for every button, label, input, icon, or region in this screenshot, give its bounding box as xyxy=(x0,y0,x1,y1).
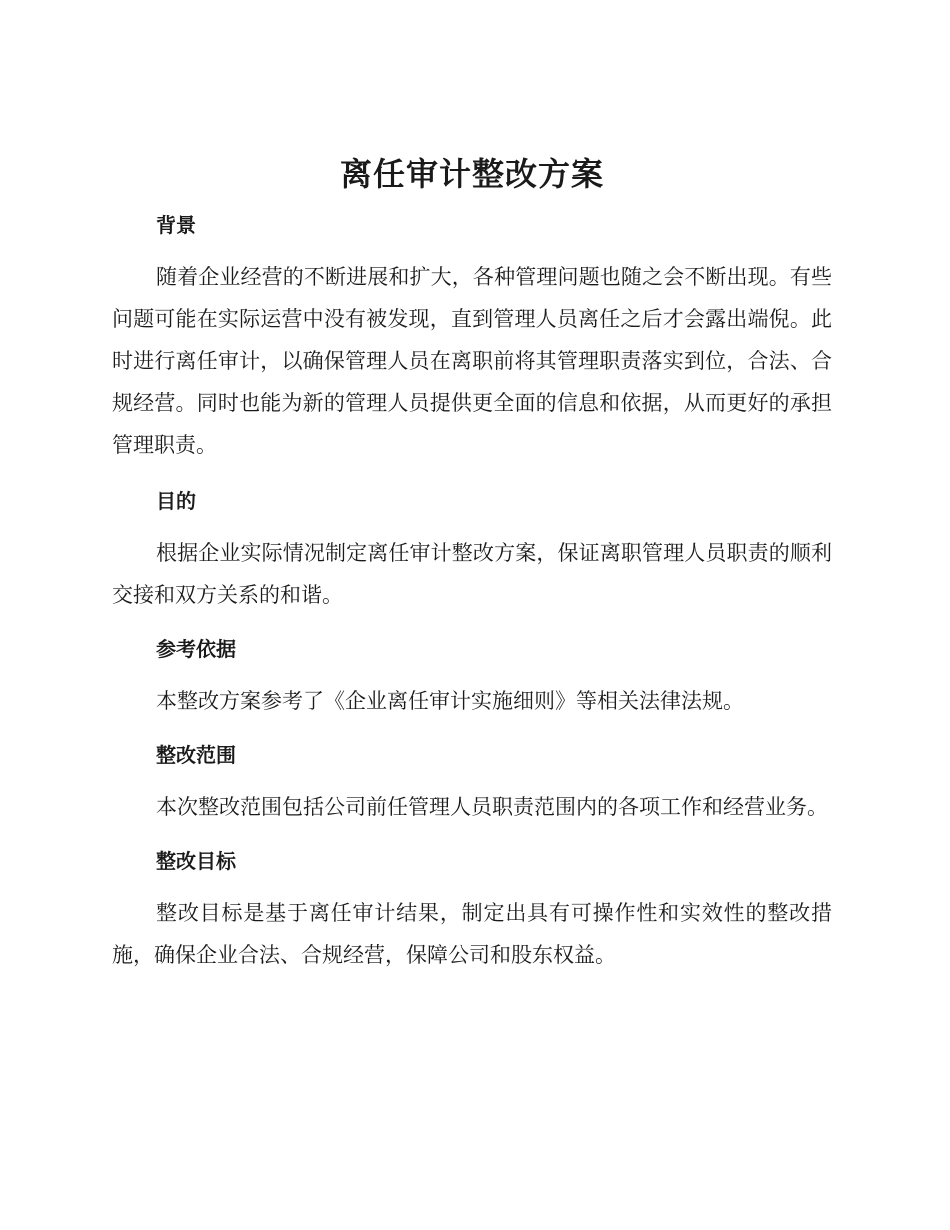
section-purpose xyxy=(112,480,832,616)
section-heading-purpose: 目的 xyxy=(156,489,196,513)
document-page xyxy=(112,150,832,976)
section-body-target: 整改目标是基于离任审计结果，制定出具有可操作性和实效性的整改措施，确保企业合法、合规经营，保障公司和股东权益。 xyxy=(112,901,832,967)
section-body-scope: 本次整改范围包括公司前任管理人员职责范围内的各项工作和经营业务。 xyxy=(156,795,828,819)
section-body-background: 随着企业经营的不断进展和扩大，各种管理问题也随之会不断出现。有些问题可能在实际运营中没有被发现，直到管理人员离任之后才会露出端倪。此时进行离任审计，以确保管理人员在离职前将其管理职责落实到位，合法、合规经营。同时也能为新的管理人员提供更全面的信息和依据，从而更好的承担管理职责。 xyxy=(112,265,832,457)
section-body-reference: 本整改方案参考了《企业离任审计实施细则》等相关法律法规。 xyxy=(156,689,744,713)
section-scope xyxy=(112,734,832,828)
document-title: 离任审计整改方案 xyxy=(339,155,604,193)
section-target xyxy=(112,840,832,976)
section-background xyxy=(112,204,832,466)
section-heading-background: 背景 xyxy=(156,213,196,237)
section-heading-target: 整改目标 xyxy=(156,849,236,873)
section-reference xyxy=(112,628,832,722)
section-body-purpose: 根据企业实际情况制定离任审计整改方案，保证离职管理人员职责的顺利交接和双方关系的和谐。 xyxy=(112,541,832,607)
section-heading-reference: 参考依据 xyxy=(156,637,236,661)
section-heading-scope: 整改范围 xyxy=(156,743,236,767)
